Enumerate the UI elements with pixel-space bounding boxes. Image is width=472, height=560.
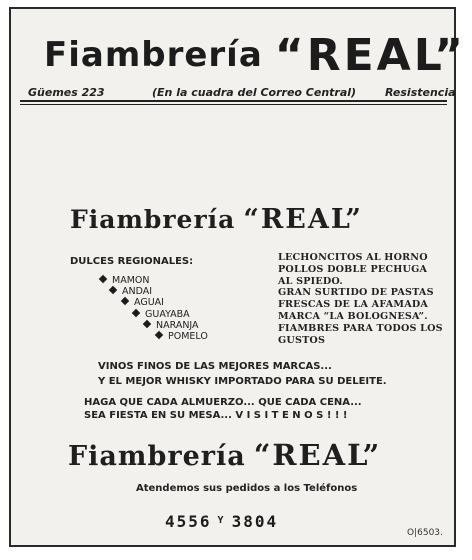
phone-2: 3804	[231, 512, 279, 531]
footer-title-main: Fiambrería	[68, 441, 246, 472]
atendemos-text: Atendemos sus pedidos a los Teléfonos	[136, 483, 358, 494]
dulce-item: NARANJA	[144, 320, 199, 331]
slogan-line-1: HAGA QUE CADA ALMUERZO... QUE CADA CENA...	[84, 397, 362, 408]
vinos-line-1: VINOS FINOS DE LAS MEJORES MARCAS...	[98, 361, 332, 372]
slogan-line-2: SEA FIESTA EN SU MESA... V I S I T E N O S ! ! !	[84, 410, 348, 421]
header-rule-bottom	[20, 104, 447, 105]
product-line: POLLOS DOBLE PECHUGA	[278, 264, 428, 275]
header-address: Güemes 223	[28, 86, 105, 99]
ad-title-real: “REAL”	[243, 204, 363, 235]
footer-title	[68, 438, 381, 472]
product-line: GUSTOS	[278, 335, 326, 346]
product-line: LECHONCITOS AL HORNO	[278, 252, 428, 263]
dulce-item: ANDAI	[110, 286, 152, 297]
phone-1: 4556	[165, 512, 212, 531]
footer-title-real: “REAL”	[253, 438, 382, 472]
product-line: FRESCAS DE LA AFAMADA	[278, 299, 429, 310]
dulce-item: GUAYABA	[133, 309, 190, 320]
diamond-bullet-icon	[155, 331, 163, 339]
header-rule-top	[20, 100, 447, 102]
diamond-bullet-icon	[143, 320, 151, 328]
header-title-real: “REAL”	[274, 30, 467, 81]
vinos-line-2: Y EL MEJOR WHISKY IMPORTADO PARA SU DELEITE.	[98, 376, 387, 387]
dulce-item: MAMON	[100, 275, 149, 286]
ad-title	[70, 204, 363, 235]
product-line: FIAMBRES PARA TODOS LOS	[278, 323, 443, 334]
product-line: GRAN SURTIDO DE PASTAS	[278, 287, 434, 298]
diamond-bullet-icon	[132, 309, 140, 317]
header-location-note: (En la cuadra del Correo Central)	[152, 86, 357, 99]
diamond-bullet-icon	[109, 286, 117, 294]
dulce-item: POMELO	[156, 331, 208, 342]
product-line: AL SPIEDO.	[278, 276, 343, 287]
diamond-bullet-icon	[99, 275, 107, 283]
diamond-bullet-icon	[121, 297, 129, 305]
header-title	[44, 30, 466, 81]
phone-and: Y	[217, 515, 226, 526]
ad-title-main: Fiambrería	[70, 205, 236, 234]
dulce-item: AGUAI	[122, 297, 164, 308]
header-title-main: Fiambrería	[44, 35, 263, 75]
phone-numbers	[165, 512, 278, 531]
ad-code: O|6503.	[407, 528, 443, 538]
header-city: Resistencia	[385, 86, 456, 99]
product-line: MARCA “LA BOLOGNESA”.	[278, 311, 428, 322]
dulces-heading: DULCES REGIONALES:	[70, 256, 194, 267]
